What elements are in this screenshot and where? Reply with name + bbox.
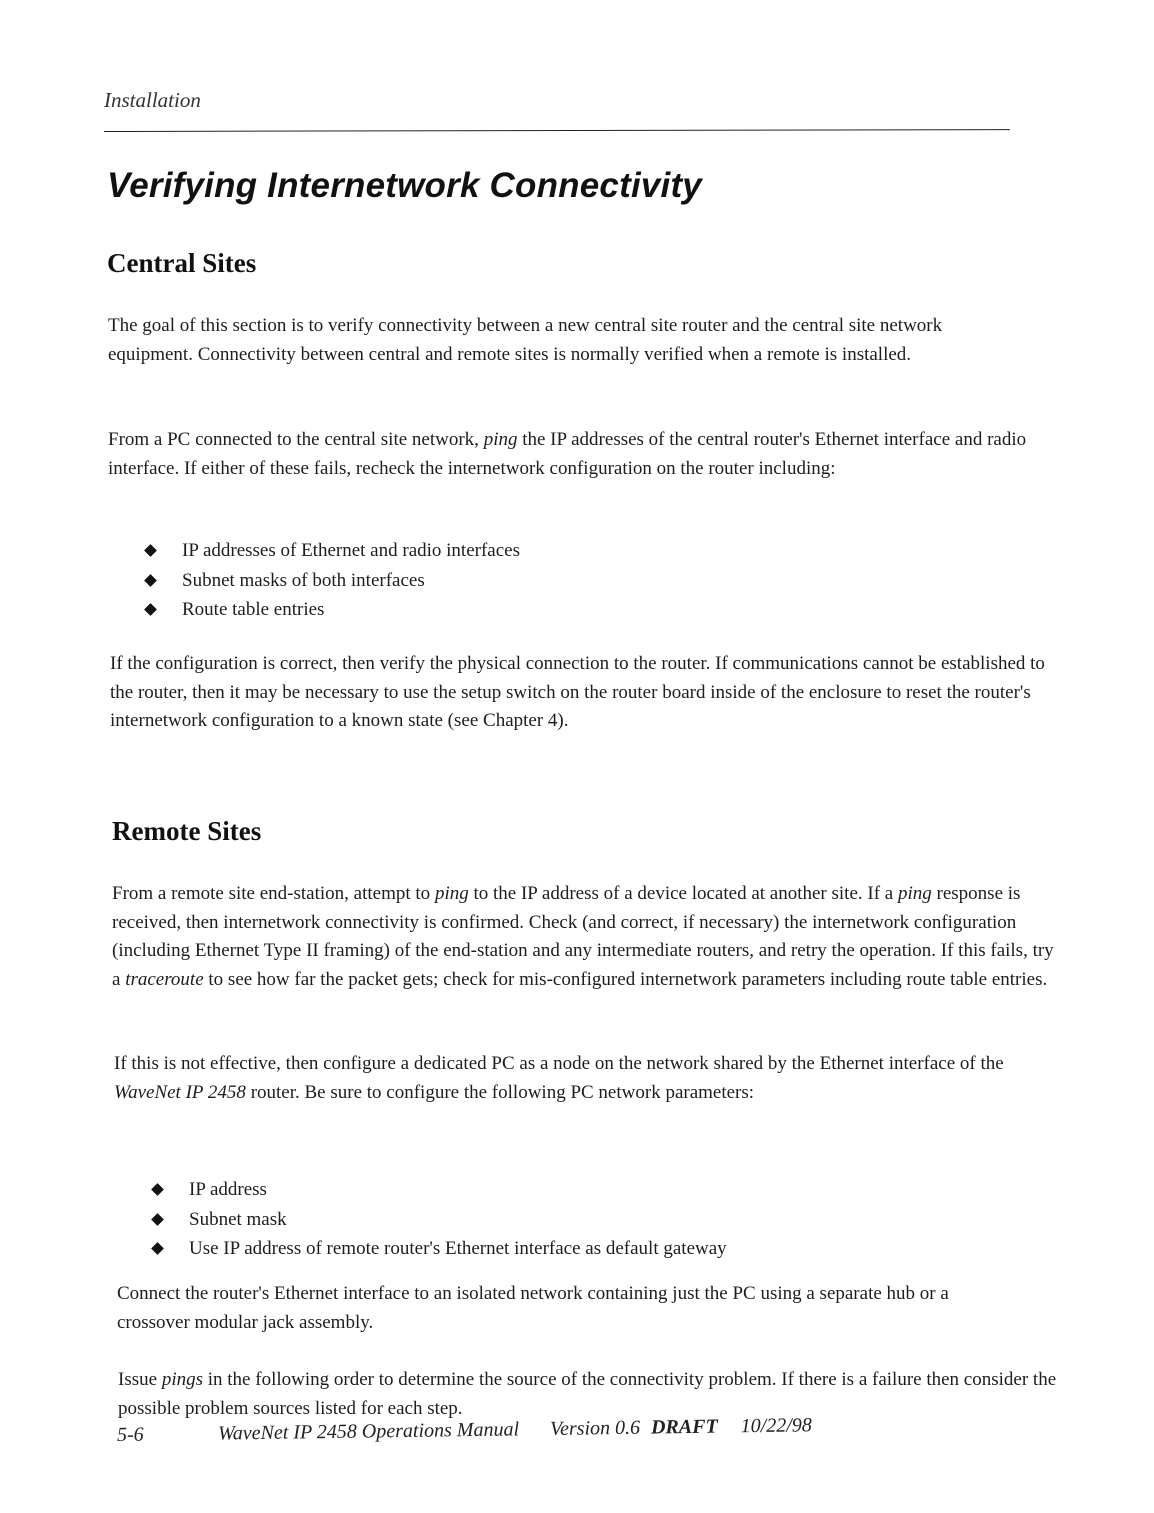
central-sites-heading: Central Sites	[107, 248, 257, 278]
ping-term: ping	[897, 883, 932, 904]
remote-isolated-network-paragraph: Connect the router's Ethernet interface to an isolated network containing just the PC using a separate hub or a crossover modular jack assembly.	[117, 1283, 949, 1333]
manual-title: WaveNet IP 2458 Operations Manual	[217, 1418, 520, 1445]
list-item: IP addresses of Ethernet and radio interfaces	[146, 536, 520, 566]
remote-dedicated-pc-paragraph: If this is not effective, then configure a dedicated PC as a node on the network shared by the Ethernet interface of the WaveNet IP 2458 router. Be sure to configure the following PC network parameters:	[114, 1053, 1004, 1103]
list-item: Subnet masks of both interfaces	[146, 566, 520, 596]
version-label: Version 0.6	[549, 1416, 641, 1440]
ping-term: ping	[434, 883, 469, 904]
remote-sites-heading: Remote Sites	[112, 816, 262, 846]
remote-ping-paragraph: From a remote site end-station, attempt to ping to the IP address of a device located at another site. If a ping response is received, then internetwork connectivity is confirmed. Check (and correct, if necessary) the internetwork configuration (including Ethernet Type II framing) of the end-station and any intermediate routers, and retry the operation. If this fails, try a traceroute to see how far the packet gets; check for mis-configured internetwork parameters including route table entries.	[112, 883, 1054, 990]
diamond-bullet-icon	[151, 1213, 164, 1226]
product-name: WaveNet IP 2458	[114, 1081, 246, 1103]
list-item: Use IP address of remote router's Ethernet interface as default gateway	[153, 1234, 727, 1264]
running-header: Installation	[104, 88, 201, 112]
draft-label: DRAFT	[650, 1415, 718, 1439]
central-checklist	[146, 536, 520, 625]
diamond-bullet-icon	[144, 603, 157, 616]
diamond-bullet-icon	[144, 544, 157, 557]
diamond-bullet-icon	[151, 1242, 164, 1255]
page-title: Verifying Internetwork Connectivity	[107, 166, 702, 205]
footer-date: 10/22/98	[740, 1414, 812, 1438]
list-item: Route table entries	[146, 595, 520, 625]
diamond-bullet-icon	[151, 1183, 164, 1196]
diamond-bullet-icon	[144, 574, 157, 587]
remote-pc-parameters	[153, 1175, 727, 1264]
list-item: Subnet mask	[153, 1205, 727, 1235]
list-item: IP address	[153, 1175, 727, 1205]
header-divider	[104, 129, 1010, 132]
pings-term: pings	[161, 1369, 203, 1390]
central-intro-paragraph: The goal of this section is to verify connectivity between a new central site router and the central site network equipment. Connectivity between central and remote sites is normally verified when a remote is installed.	[108, 315, 943, 365]
ping-term: ping	[483, 429, 518, 450]
remote-issue-pings-paragraph: Issue pings in the following order to determine the source of the connectivity problem. If there is a failure then consider the possible problem sources listed for each step.	[118, 1369, 1057, 1419]
central-ping-paragraph: From a PC connected to the central site network, ping the IP addresses of the central router's Ethernet interface and radio interface. If either of these fails, recheck the internetwork configuration on the router including:	[108, 429, 1027, 479]
page-number: 5-6	[116, 1423, 144, 1446]
traceroute-term: traceroute	[125, 968, 204, 990]
central-physical-paragraph: If the configuration is correct, then verify the physical connection to the router. If communications cannot be established to the router, then it may be necessary to use the setup switch on the router board inside of the enclosure to reset the router's internetwork configuration to a known state (see Chapter 4).	[110, 653, 1045, 731]
